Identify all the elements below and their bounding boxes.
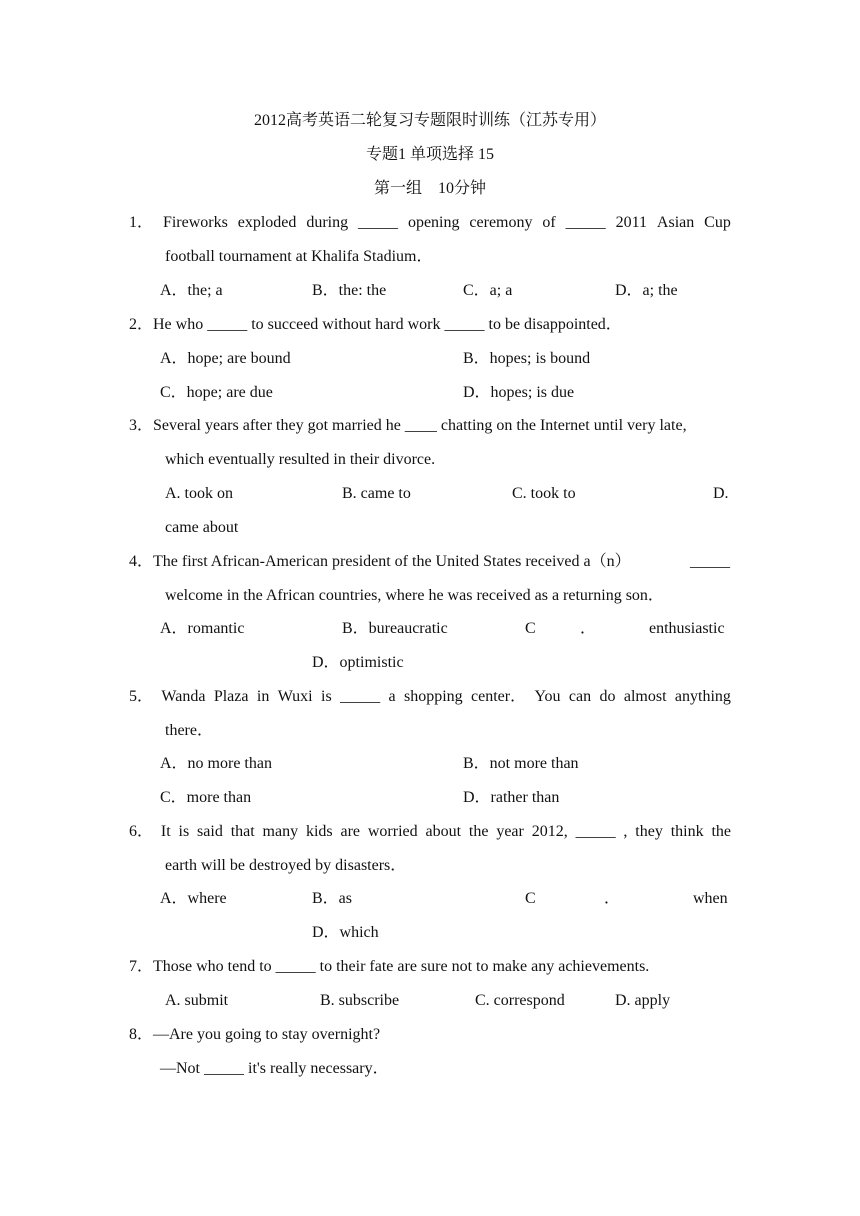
question-6-option-c-dot[interactable]: ． <box>604 890 621 907</box>
question-5-option-a[interactable]: A．no more than <box>160 755 272 772</box>
question-3-option-d-text[interactable]: came about <box>165 519 239 536</box>
question-3-option-c[interactable]: C. took to <box>512 485 576 502</box>
group-heading: 第一组 10分钟 <box>373 180 486 197</box>
question-4-option-c-letter[interactable]: C <box>525 620 536 637</box>
question-2-stem-line1: 2．He who _____ to succeed without hard work _____ to be disappointed． <box>129 316 622 333</box>
question-5-option-b[interactable]: B．not more than <box>463 755 579 772</box>
question-6-option-d[interactable]: D．which <box>312 924 379 941</box>
question-4-stem-line1: 4．The first African-American president of the United States received a（n） <box>129 553 631 570</box>
question-8-stem-line2: —Not _____ it's really necessary． <box>160 1060 389 1077</box>
question-2-option-a[interactable]: A．hope; are bound <box>160 350 291 367</box>
question-3-option-b[interactable]: B. came to <box>342 485 411 502</box>
question-1-stem-line2: football tournament at Khalifa Stadium． <box>165 248 433 265</box>
question-3-stem-line2: which eventually resulted in their divorce. <box>165 451 436 468</box>
question-2-option-b[interactable]: B．hopes; is bound <box>463 350 591 367</box>
question-5-stem-line1: 5． Wanda Plaza in Wuxi is _____ a shopping center． You can do almost anything <box>129 688 731 705</box>
question-4-option-a[interactable]: A．romantic <box>160 620 245 637</box>
question-4-option-c-dot[interactable]: ． <box>580 620 597 637</box>
question-4-option-b[interactable]: B．bureaucratic <box>342 620 448 637</box>
question-3-stem-line1: 3．Several years after they got married he ____ chatting on the Internet until very late, <box>129 417 687 434</box>
question-6-option-c-text[interactable]: when <box>693 890 728 907</box>
question-1-option-a[interactable]: A．the; a <box>160 282 223 299</box>
question-3-option-d-label[interactable]: D. <box>713 485 729 502</box>
question-2-option-d[interactable]: D．hopes; is due <box>463 384 575 401</box>
question-3-option-a[interactable]: A. took on <box>165 485 233 502</box>
question-7-stem-line1: 7．Those who tend to _____ to their fate are sure not to make any achievements. <box>129 958 650 975</box>
doc-subtitle: 专题1 单项选择 15 <box>365 146 494 163</box>
question-4-option-d[interactable]: D．optimistic <box>312 654 404 671</box>
question-5-option-d[interactable]: D．rather than <box>463 789 560 806</box>
question-6-option-a[interactable]: A．where <box>160 890 227 907</box>
question-1-stem-line1: 1． Fireworks exploded during _____ opening ceremony of _____ 2011 Asian Cup <box>129 214 731 231</box>
doc-title: 2012高考英语二轮复习专题限时训练（江苏专用） <box>253 112 606 129</box>
question-1-option-b[interactable]: B．the: the <box>312 282 387 299</box>
question-2-option-c[interactable]: C．hope; are due <box>160 384 273 401</box>
question-1-option-c[interactable]: C．a; a <box>463 282 513 299</box>
question-5-option-c[interactable]: C．more than <box>160 789 252 806</box>
question-7-option-c[interactable]: C. correspond <box>475 992 565 1009</box>
question-5-stem-line2: there． <box>165 722 213 739</box>
question-1-option-d[interactable]: D．a; the <box>615 282 678 299</box>
question-6-stem-line1: 6． It is said that many kids are worried about the year 2012, _____ , they think the <box>129 823 731 840</box>
question-4-stem-line2: welcome in the African countries, where he was received as a returning son． <box>165 587 664 604</box>
question-8-stem-line1: 8．—Are you going to stay overnight? <box>129 1026 381 1043</box>
question-6-option-b[interactable]: B．as <box>312 890 353 907</box>
question-6-option-c-letter[interactable]: C <box>525 890 536 907</box>
question-6-stem-line2: earth will be destroyed by disasters． <box>165 857 407 874</box>
question-4-option-c-text[interactable]: enthusiastic <box>649 620 725 637</box>
question-7-option-a[interactable]: A. submit <box>165 992 229 1009</box>
question-7-option-b[interactable]: B. subscribe <box>320 992 400 1009</box>
question-4-blank: _____ <box>690 553 730 570</box>
question-7-option-d[interactable]: D. apply <box>615 992 671 1009</box>
